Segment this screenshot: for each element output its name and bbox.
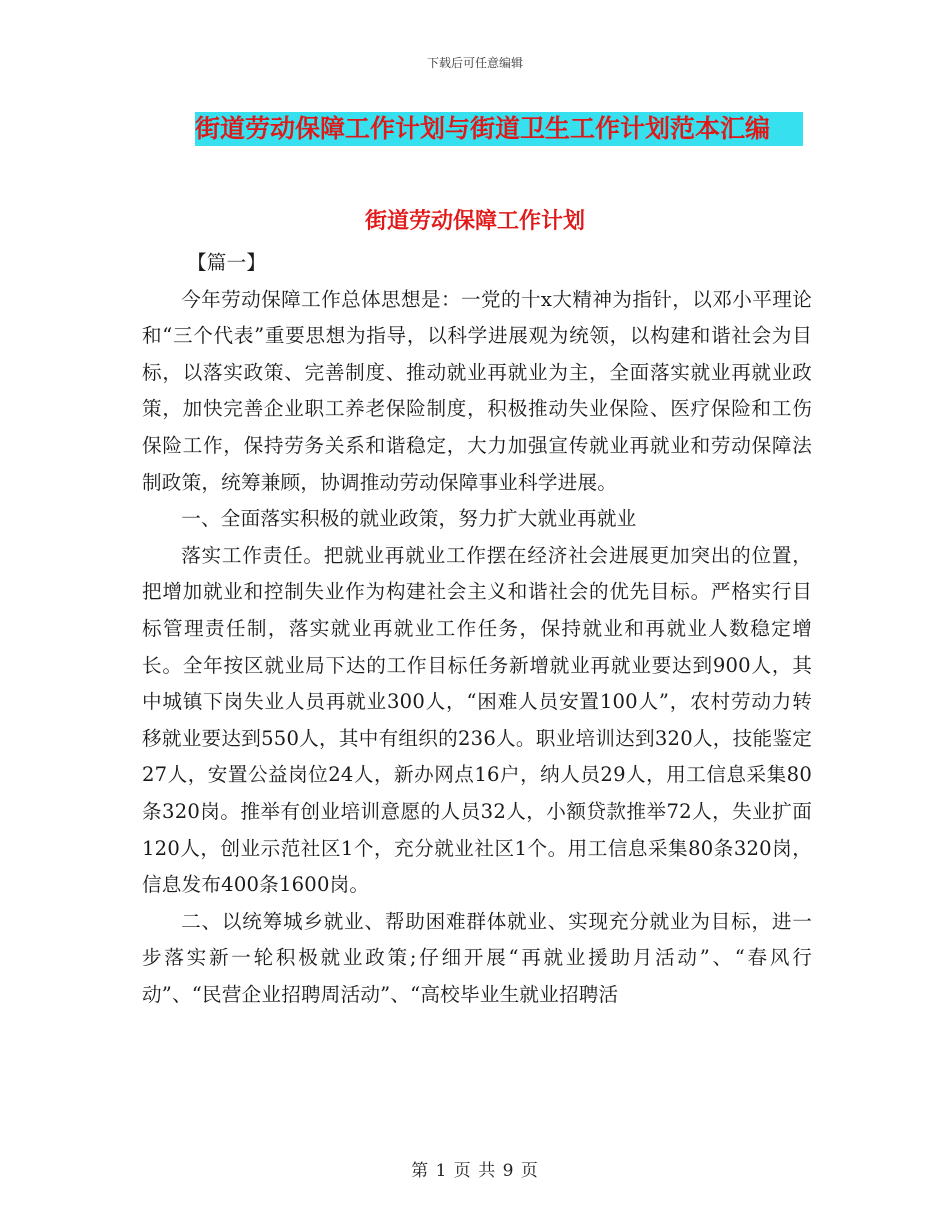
document-title: 街道劳动保障工作计划与街道卫生工作计划范本汇编	[195, 112, 803, 146]
paragraph-overview: 今年劳动保障工作总体思想是：一党的十x大精神为指针，以邓小平理论和“三个代表”重要思想为指导，以科学进展观为统领，以构建和谐社会为目标，以落实政策、完善制度、推动就业再就业为主，全面落实就业再就业政策，加快完善企业职工养老保险制度，积极推动失业保险、医疗保险和工伤保险工作，保持劳务关系和谐稳定，大力加强宣传就业再就业和劳动保障法制政策，统筹兼顾，协调推动劳动保障事业科学进展。	[142, 287, 812, 494]
paragraph-work-responsibility: 落实工作责任。把就业再就业工作摆在经济社会进展更加突出的位置，把增加就业和控制失业作为构建社会主义和谐社会的优先目标。严格实行目标管理责任制，落实就业再就业工作任务，保持就业和再就业人数稳定增长。全年按区就业局下达的工作目标任务新增就业再就业要达到900人，其中城镇下岗失业人员再就业300人，“困难人员安置100人”，农村劳动力转移就业要达到550人，其中有组织的236人。职业培训达到320人，技能鉴定27人，安置公益岗位24人，新办网点16户，纳人员29人，用工信息采集80条320岗。推举有创业培训意愿的人员32人，小额贷款推举72人，失业扩面120人，创业示范社区1个，充分就业社区1个。用工信息采集80条320岗，信息发布400条1600岗。	[142, 543, 812, 897]
page-footer: 第 1 页 共 9 页	[411, 1161, 539, 1181]
header-note: 下载后可任意编辑	[426, 56, 523, 70]
document-body	[142, 245, 812, 1013]
heading-section-two: 二、以统筹城乡就业、帮助困难群体就业、实现充分就业为目标，进一步落实新一轮积极就业政策;仔细开展“再就业援助月活动”、“春风行动”、“民营企业招聘周活动”、“高校毕业生就业招聘活	[142, 909, 812, 1006]
section-title: 街道劳动保障工作计划	[364, 208, 585, 234]
part-label: 【篇一】	[187, 251, 267, 274]
heading-section-one: 一、全面落实积极的就业政策，努力扩大就业再就业	[181, 507, 637, 531]
